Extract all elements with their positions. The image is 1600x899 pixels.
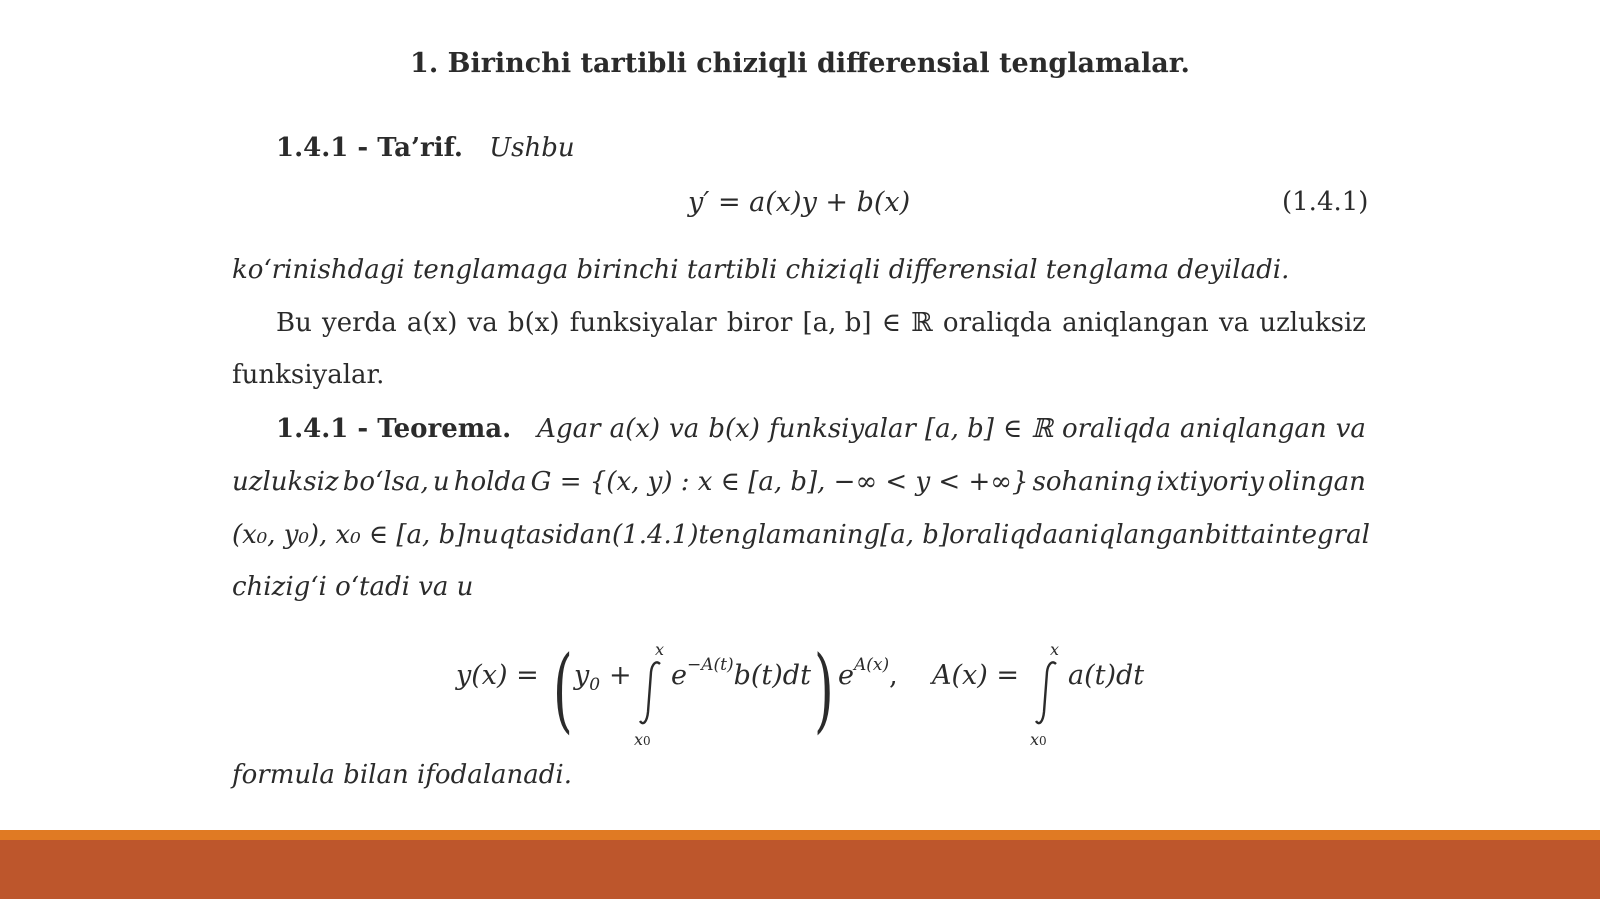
definition-tail: ko‘rinishdagi tenglamaga birinchi tartibli chiziqli differensial tenglama deyiladi. [232, 255, 1290, 285]
slide-title: 1. Birinchi tartibli chiziqli differensial tenglamalar. [410, 48, 1190, 79]
paragraph-word-6: biror [726, 308, 793, 338]
theorem-l1-word-10: va [1335, 414, 1366, 444]
definition-label: 1.4.1 - Ta’rif. [276, 133, 463, 163]
theorem-l1-word-8: oraliqda [1061, 414, 1171, 444]
theorem-l2-word-7: olingan [1268, 467, 1366, 497]
theorem-l3-word-0: (x₀, y₀), x₀ ∈ [a, b] [232, 520, 466, 550]
paragraph-word-13: uzluksiz [1259, 308, 1366, 338]
A-integral-upper-limit: x [1050, 640, 1060, 659]
paragraph-word-9: ℝ [911, 308, 933, 338]
theorem-line-1-text [537, 414, 1366, 444]
theorem-l3-word-3: tenglamaning [698, 520, 881, 550]
definition-equation: y′ = a(x)y + b(x) [688, 187, 911, 218]
theorem-l2-word-6: ixtiyoriy [1156, 467, 1264, 497]
equation-number: (1.4.1) [1282, 187, 1369, 217]
theorem-l3-word-6: aniqlangan [1058, 520, 1205, 550]
left-paren: ( [553, 636, 573, 743]
right-paren: ) [814, 636, 834, 743]
theorem-l2-word-1: bo‘lsa, [342, 467, 429, 497]
paragraph-word-11: aniqlangan [1062, 308, 1209, 338]
theorem-l2-word-3: holda [453, 467, 527, 497]
formula-A-integrand: a(t)dt [1068, 660, 1145, 691]
paragraph-word-4: b(x) [507, 308, 560, 338]
theorem-l2-word-0: uzluksiz [232, 467, 339, 497]
theorem-l3-word-7: bitta [1204, 520, 1267, 550]
paragraph-line-1 [276, 308, 1366, 338]
theorem-l1-word-5: [a, b] [924, 414, 994, 444]
theorem-line-4: chizig‘i o‘tadi va u [232, 572, 474, 602]
formula-A-lhs: A(x) = [932, 660, 1019, 691]
theorem-l1-word-4: funksiyalar [768, 414, 916, 444]
theorem-l2-word-4: G = {(x, y) : x ∈ [a, b], −∞ < y < +∞} [530, 467, 1029, 497]
theorem-label: 1.4.1 - Teorema. [276, 414, 512, 444]
theorem-l2-word-5: sohaning [1032, 467, 1153, 497]
A-integral-lower-limit: x0 [1030, 730, 1047, 749]
integral-sign-icon [638, 660, 666, 726]
paragraph-word-3: va [467, 308, 498, 338]
A-integral-sign-icon [1034, 660, 1062, 726]
theorem-l1-word-3: b(x) [708, 414, 760, 444]
paragraph-word-8: ∈ [881, 308, 901, 338]
theorem-l1-word-0: Agar [537, 414, 601, 444]
theorem-l1-word-1: a(x) [609, 414, 661, 444]
integral-lower-limit: x0 [634, 730, 651, 749]
theorem-l3-word-2: (1.4.1) [612, 520, 699, 550]
paragraph-word-7: [a, b] [802, 308, 872, 338]
formula-y0: $y_0$ [574, 660, 601, 695]
paragraph-word-0: Bu [276, 308, 312, 338]
paragraph-line-2: funksiyalar. [232, 360, 385, 390]
theorem-l1-word-9: aniqlangan [1180, 414, 1327, 444]
definition-intro: Ushbu [489, 133, 575, 163]
paragraph-word-12: va [1218, 308, 1250, 338]
formula-exponential: $e^{A(x)}$, [838, 655, 898, 691]
paragraph-word-1: yerda [322, 308, 397, 338]
theorem-l1-word-2: va [669, 414, 700, 444]
theorem-l3-word-8: integral [1266, 520, 1370, 550]
formula-lhs: y(x) = [456, 660, 539, 691]
closing-text: formula bilan ifodalanadi. [232, 760, 572, 790]
footer-bar [0, 840, 1600, 899]
paragraph-word-10: oraliqda [942, 308, 1052, 338]
theorem-line-1 [276, 414, 1366, 444]
formula-integrand: $e^{-A(t)}b(t)dt$ [671, 655, 811, 691]
definition-heading [276, 133, 575, 163]
theorem-l3-word-1: nuqtasidan [465, 520, 613, 550]
theorem-l3-word-4: [a, b] [880, 520, 950, 550]
footer-stripe [0, 830, 1600, 840]
theorem-l1-word-7: ℝ [1031, 414, 1053, 444]
theorem-line-2 [232, 467, 1366, 497]
theorem-line-3 [232, 520, 1370, 550]
paragraph-word-5: funksiyalar [569, 308, 717, 338]
theorem-l2-word-2: u [432, 467, 450, 497]
theorem-l3-word-5: oraliqda [949, 520, 1059, 550]
formula-plus: + [609, 660, 632, 691]
theorem-l1-word-6: ∈ [1003, 414, 1023, 444]
paragraph-word-2: a(x) [406, 308, 458, 338]
integral-upper-limit: x [655, 640, 665, 659]
